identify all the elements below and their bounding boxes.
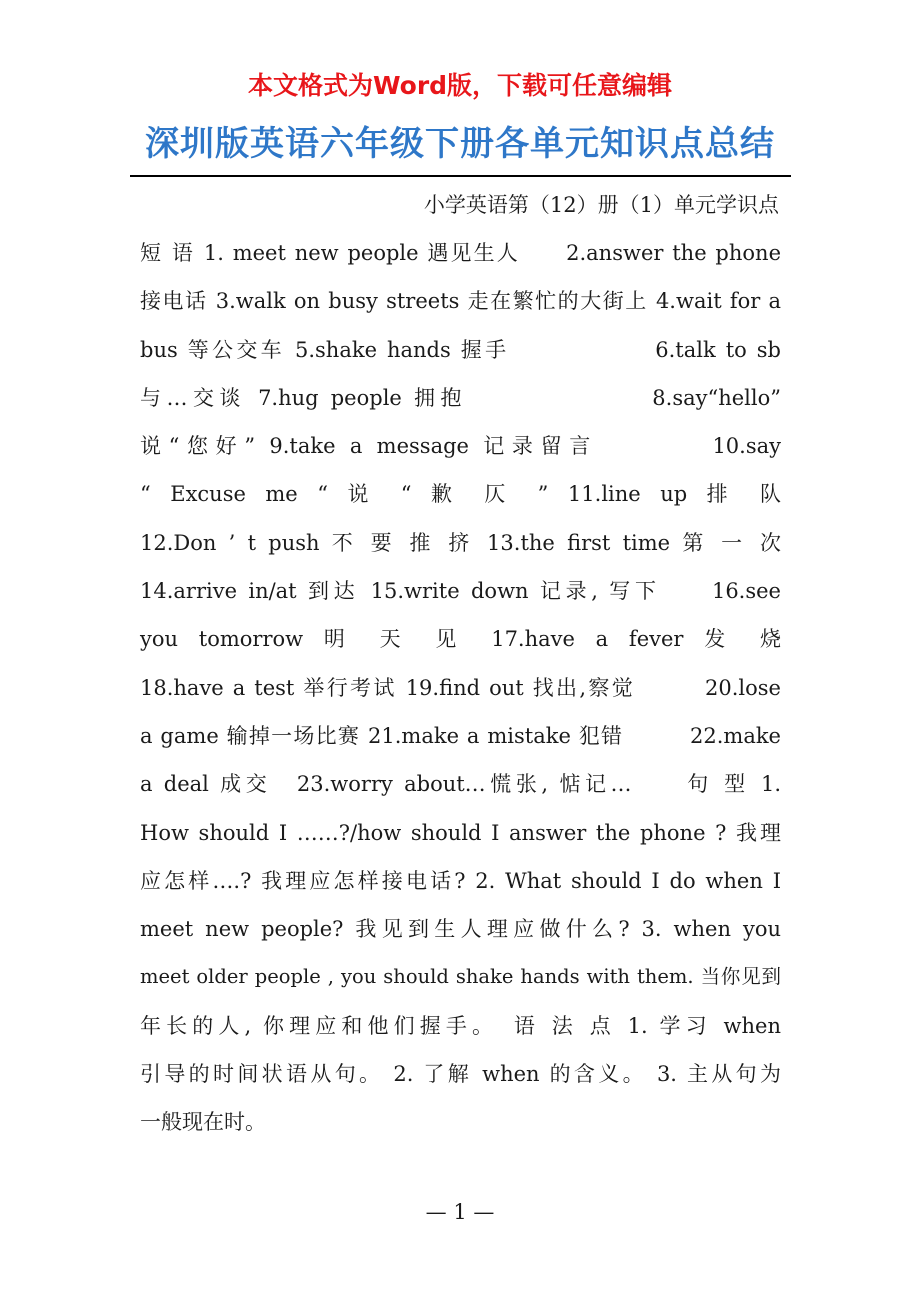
body-line: 14.arrive in/at 到达 15.write down 记录, 写下 16.see (140, 579, 781, 604)
body-line: 12.Don ’ t push 不 要 推 挤 13.the first time 第 一 次 (140, 530, 781, 555)
body-line: meet older people , you should shake hands with them. 当你见到 (140, 965, 781, 989)
page-number: — 1 — (425, 1200, 495, 1224)
body-line: 应怎样….? 我理应怎样接电话? 2. What should I do when I (140, 868, 781, 893)
body-line: 一般现在时。 (140, 1110, 266, 1135)
body-line: meet new people? 我见到生人理应做什么? 3. when you (140, 917, 781, 942)
body-line: bus 等公交车 5.shake hands 握手 6.talk to sb (140, 337, 781, 362)
body-line: 说“您好” 9.take a message 记录留言 10.say (140, 434, 781, 459)
body-line: a game 输掉一场比赛 21.make a mistake 犯错 22.make (140, 723, 781, 748)
body-line: a deal 成交 23.worry about…慌张, 惦记… 句 型 1. (140, 772, 781, 797)
title-divider (130, 175, 791, 177)
body-line: 短 语 1. meet new people 遇见生人 2.answer the phone (140, 241, 781, 265)
unit-subtitle: 小学英语第（12）册（1）单元学识点 (423, 193, 779, 217)
body-line: How should I ……?/how should I answer the phone ? 我理 (140, 820, 781, 845)
body-line: 引导的时间状语从句。 2. 了解 when 的含义。 3. 主从句为 (140, 1062, 781, 1087)
body-line: 接电话 3.walk on busy streets 走在繁忙的大街上 4.wait for a (140, 289, 781, 314)
format-notice: 本文格式为Word版，下载可任意编辑 (247, 71, 673, 100)
body-line: you tomorrow 明 天 见 17.have a fever 发 烧 (140, 627, 781, 652)
body-line: 与…交谈 7.hug people 拥抱 8.say“hello” (140, 385, 781, 410)
body-line: 18.have a test 举行考试 19.find out 找出,察觉 20.lose (140, 675, 781, 700)
body-line: 年长的人, 你理应和他们握手。 语 法 点 1. 学习 when (140, 1013, 781, 1038)
document-title: 深圳版英语六年级下册各单元知识点总结 (145, 124, 775, 164)
body-line: “ Excuse me “ 说 “ 歉 仄 ” 11.line up 排 队 (140, 482, 781, 507)
body-paragraph (140, 229, 781, 1147)
